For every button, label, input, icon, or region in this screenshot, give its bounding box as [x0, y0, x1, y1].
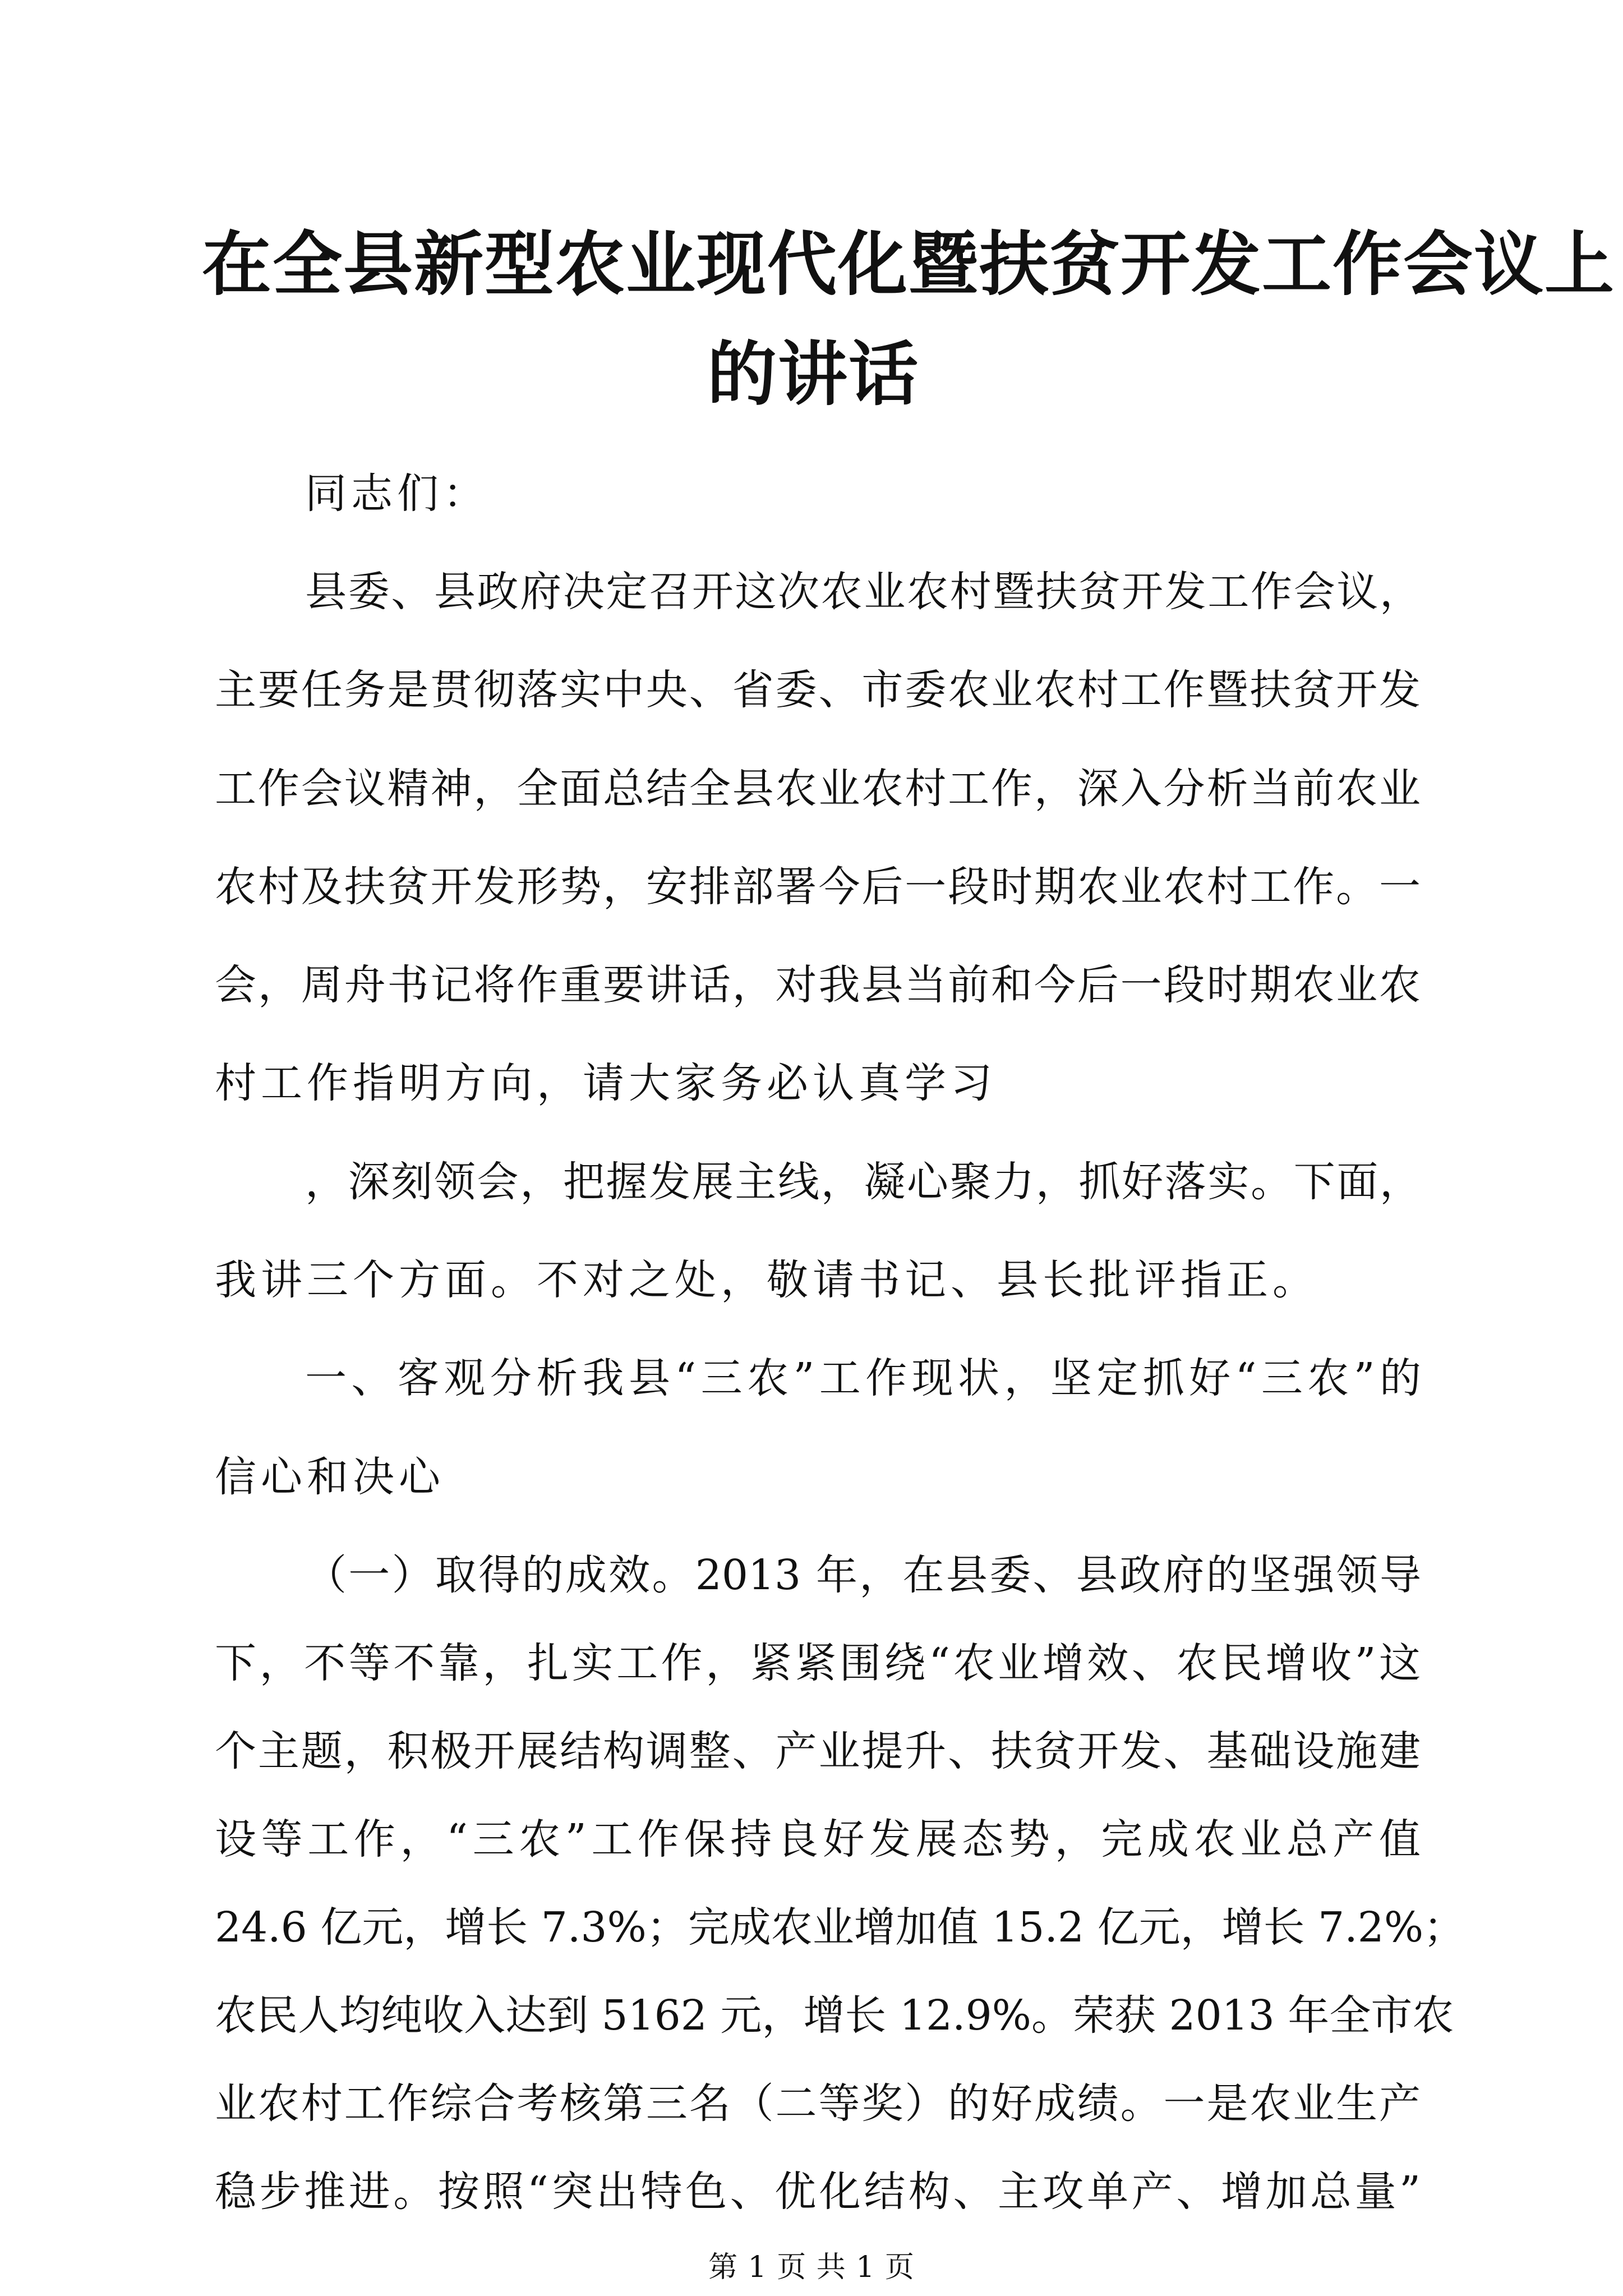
page-footer: 第 1 页 共 1 页: [708, 2251, 915, 2284]
paragraph-3-line-6: 农民人均纯收入达到 5162 元，增长 12.9%。荣获 2013 年全市农: [215, 1991, 1454, 2040]
paragraph-1-line-3: 工作会议精神，全面总结全县农业农村工作，深入分析当前农业: [215, 765, 1421, 813]
paragraph-3-line-3: 个主题，积极开展结构调整、产业提升、扶贫开发、基础设施建: [215, 1727, 1421, 1775]
paragraph-2-line-2: 我讲三个方面。不对之处，敬请书记、县长批评指正。: [215, 1256, 1318, 1304]
paragraph-1-line-6: 村工作指明方向，请大家务必认真学习: [215, 1059, 997, 1107]
paragraph-3-line-8: 稳步推进。按照“突出特色、优化结构、主攻单产、增加总量”: [215, 2168, 1421, 2216]
section-heading-line-1: 一、客观分析我县“三农”工作现状，坚定抓好“三农”的: [305, 1354, 1421, 1402]
document-title-line-1: 在全县新型农业现代化暨扶贫开发工作会议上: [202, 224, 1616, 305]
paragraph-2-line-1: ，深刻领会，把握发展主线，凝心聚力，抓好落实。下面，: [305, 1158, 1421, 1206]
paragraph-1-line-1: 县委、县政府决定召开这次农业农村暨扶贫开发工作会议，: [305, 568, 1421, 616]
paragraph-3-line-2: 下，不等不靠，扎实工作，紧紧围绕“农业增效、农民增收”这: [215, 1639, 1421, 1687]
document-title-line-2: 的讲话: [707, 334, 919, 415]
paragraph-3-line-4: 设等工作，“三农”工作保持良好发展态势，完成农业总产值: [215, 1815, 1421, 1864]
paragraph-3-line-5: 24.6 亿元，增长 7.3%；完成农业增加值 15.2 亿元，增长 7.2%；: [215, 1903, 1465, 1952]
paragraph-1-line-2: 主要任务是贯彻落实中央、省委、市委农业农村工作暨扶贫开发: [215, 666, 1421, 714]
section-heading-line-2: 信心和决心: [215, 1453, 445, 1501]
paragraph-3-line-7: 业农村工作综合考核第三名（二等奖）的好成绩。一是农业生产: [215, 2079, 1421, 2128]
paragraph-3-line-1: （一）取得的成效。2013 年，在县委、县政府的坚强领导: [305, 1551, 1421, 1599]
paragraph-1-line-4: 农村及扶贫开发形势，安排部署今后一段时期农业农村工作。一: [215, 863, 1421, 911]
paragraph-1-line-5: 会，周舟书记将作重要讲话，对我县当前和今后一段时期农业农: [215, 961, 1421, 1009]
salutation: 同志们：: [305, 470, 489, 518]
